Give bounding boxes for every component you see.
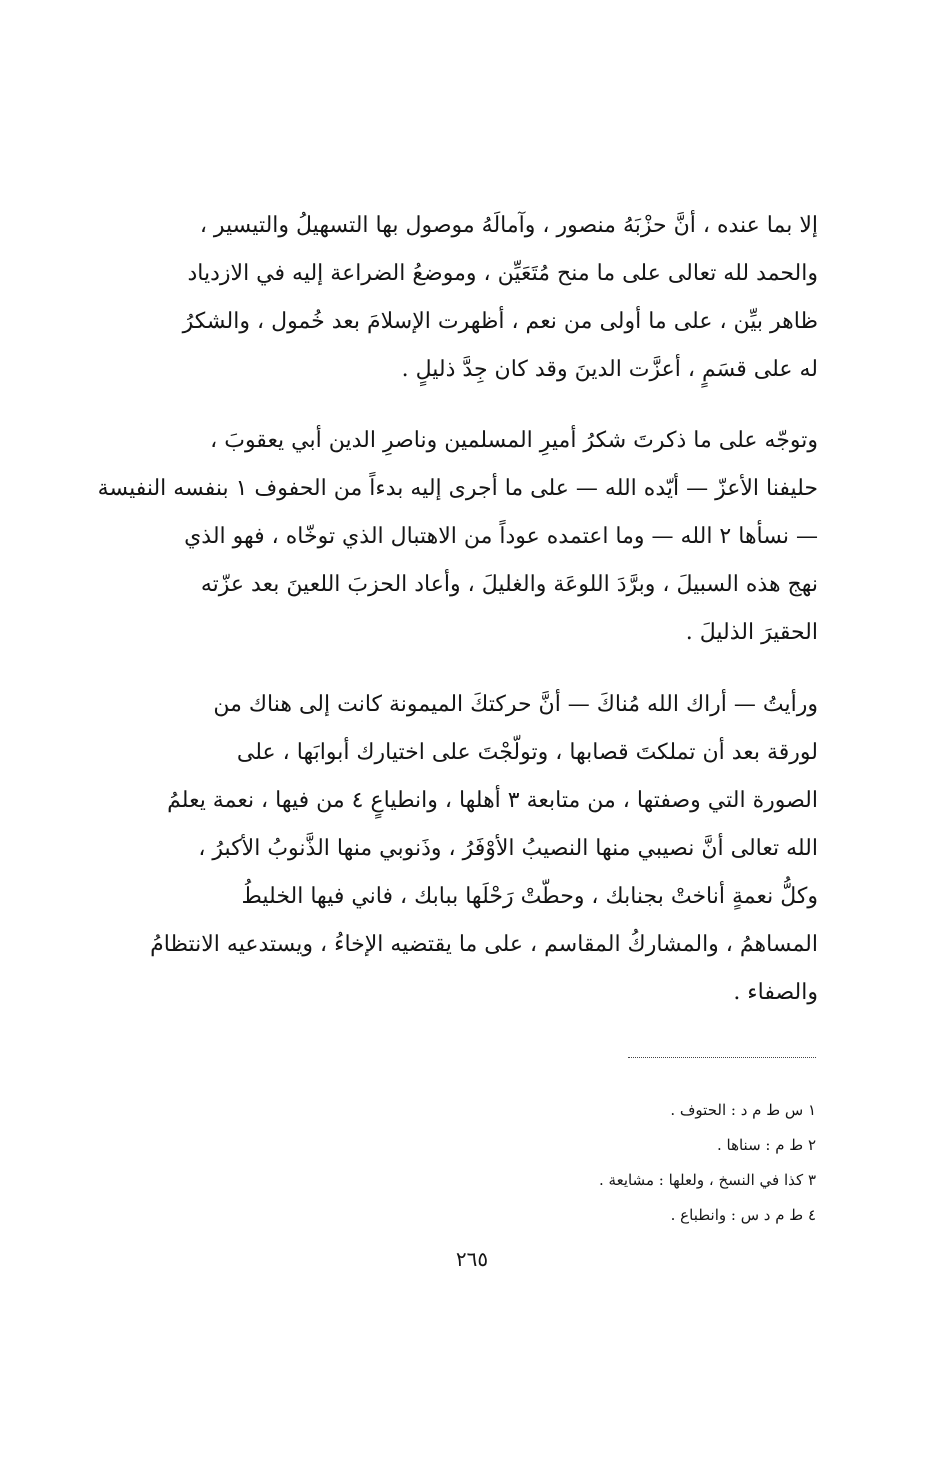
text-line: ورأيتُ — أراك الله مُناكَ — أنَّ حركتكَ الميمونة كانت إلى هناك من bbox=[213, 692, 818, 717]
page-number: ٢٦٥ bbox=[455, 1247, 489, 1271]
text-line: وكلُّ نعمةٍ أناختْ بجنابك ، وحطّتْ رَحْلَها ببابك ، فاني فيها الخليطُ bbox=[241, 884, 818, 909]
text-line: الحقيرَ الذليلَ . bbox=[685, 620, 818, 645]
text-line: نهج هذه السبيلَ ، وبرَّدَ اللوعَة والغليلَ ، وأعاد الحزبَ اللعينَ بعد عزّته bbox=[200, 572, 818, 597]
text-line: والصفاء . bbox=[733, 980, 818, 1005]
paragraph-3 bbox=[118, 681, 818, 1017]
text-line: لورقة بعد أن تملكتَ قصابها ، وتولّجْتَ على اختيارك أبوابَها ، على bbox=[236, 740, 818, 765]
text-line: المساهمُ ، والمشاركُ المقاسم ، على ما يقتضيه الإخاءُ ، ويستدعيه الانتظامُ bbox=[150, 932, 818, 957]
footnote-1: ١ س ط م د : الحتوف . bbox=[670, 1101, 816, 1119]
text-line: ظاهر بيِّن ، على ما أولى من نعم ، أظهرت الإسلامَ بعد خُمول ، والشكرُ bbox=[182, 309, 818, 334]
footnote-4: ٤ ط م د س : وانطباع . bbox=[670, 1206, 816, 1224]
text-line: له على قسَمٍ ، أعزَّت الدينَ وقد كان جِدَّ ذليلٍ . bbox=[401, 357, 818, 382]
text-line: الصورة التي وصفتها ، من متابعة ٣ أهلها ، وانطياعٍ ٤ من فيها ، نعمة يعلمُ bbox=[167, 788, 818, 813]
footnotes bbox=[450, 1093, 816, 1233]
paragraph-2 bbox=[97, 417, 818, 657]
text-line: إلا بما عنده ، أنَّ حزْبَهُ منصور ، وآمالَهُ موصول بها التسهيلُ والتيسير ، bbox=[199, 213, 818, 238]
text-line: — نسأها ٢ الله — وما اعتمده عوداً من الاهتبال الذي توخّاه ، فهو الذي bbox=[184, 524, 818, 549]
text-line: والحمد لله تعالى على ما منح مُتَعَيِّن ، وموضعُ الضراعة إليه في الازدياد bbox=[187, 261, 818, 286]
paragraph-1 bbox=[118, 202, 818, 394]
footnote-3: ٣ كذا في النسخ ، ولعلها : مشايعة . bbox=[599, 1171, 816, 1189]
footnote-2: ٢ ط م : سناها . bbox=[716, 1136, 816, 1154]
footnote-divider bbox=[628, 1057, 816, 1058]
text-line: وتوجّه على ما ذكرتَ شكرُ أميرِ المسلمين وناصرِ الدين أبي يعقوبَ ، bbox=[210, 428, 818, 453]
text-line: حليفنا الأعزّ — أيّده الله — على ما أجرى إليه بدءاً من الحفوف ١ بنفسه النفيسة bbox=[97, 476, 818, 501]
text-line: الله تعالى أنَّ نصيبي منها النصيبُ الأوْفَرُ ، وذَنوبي منها الذَّنوبُ الأكبرُ ، bbox=[198, 836, 818, 861]
